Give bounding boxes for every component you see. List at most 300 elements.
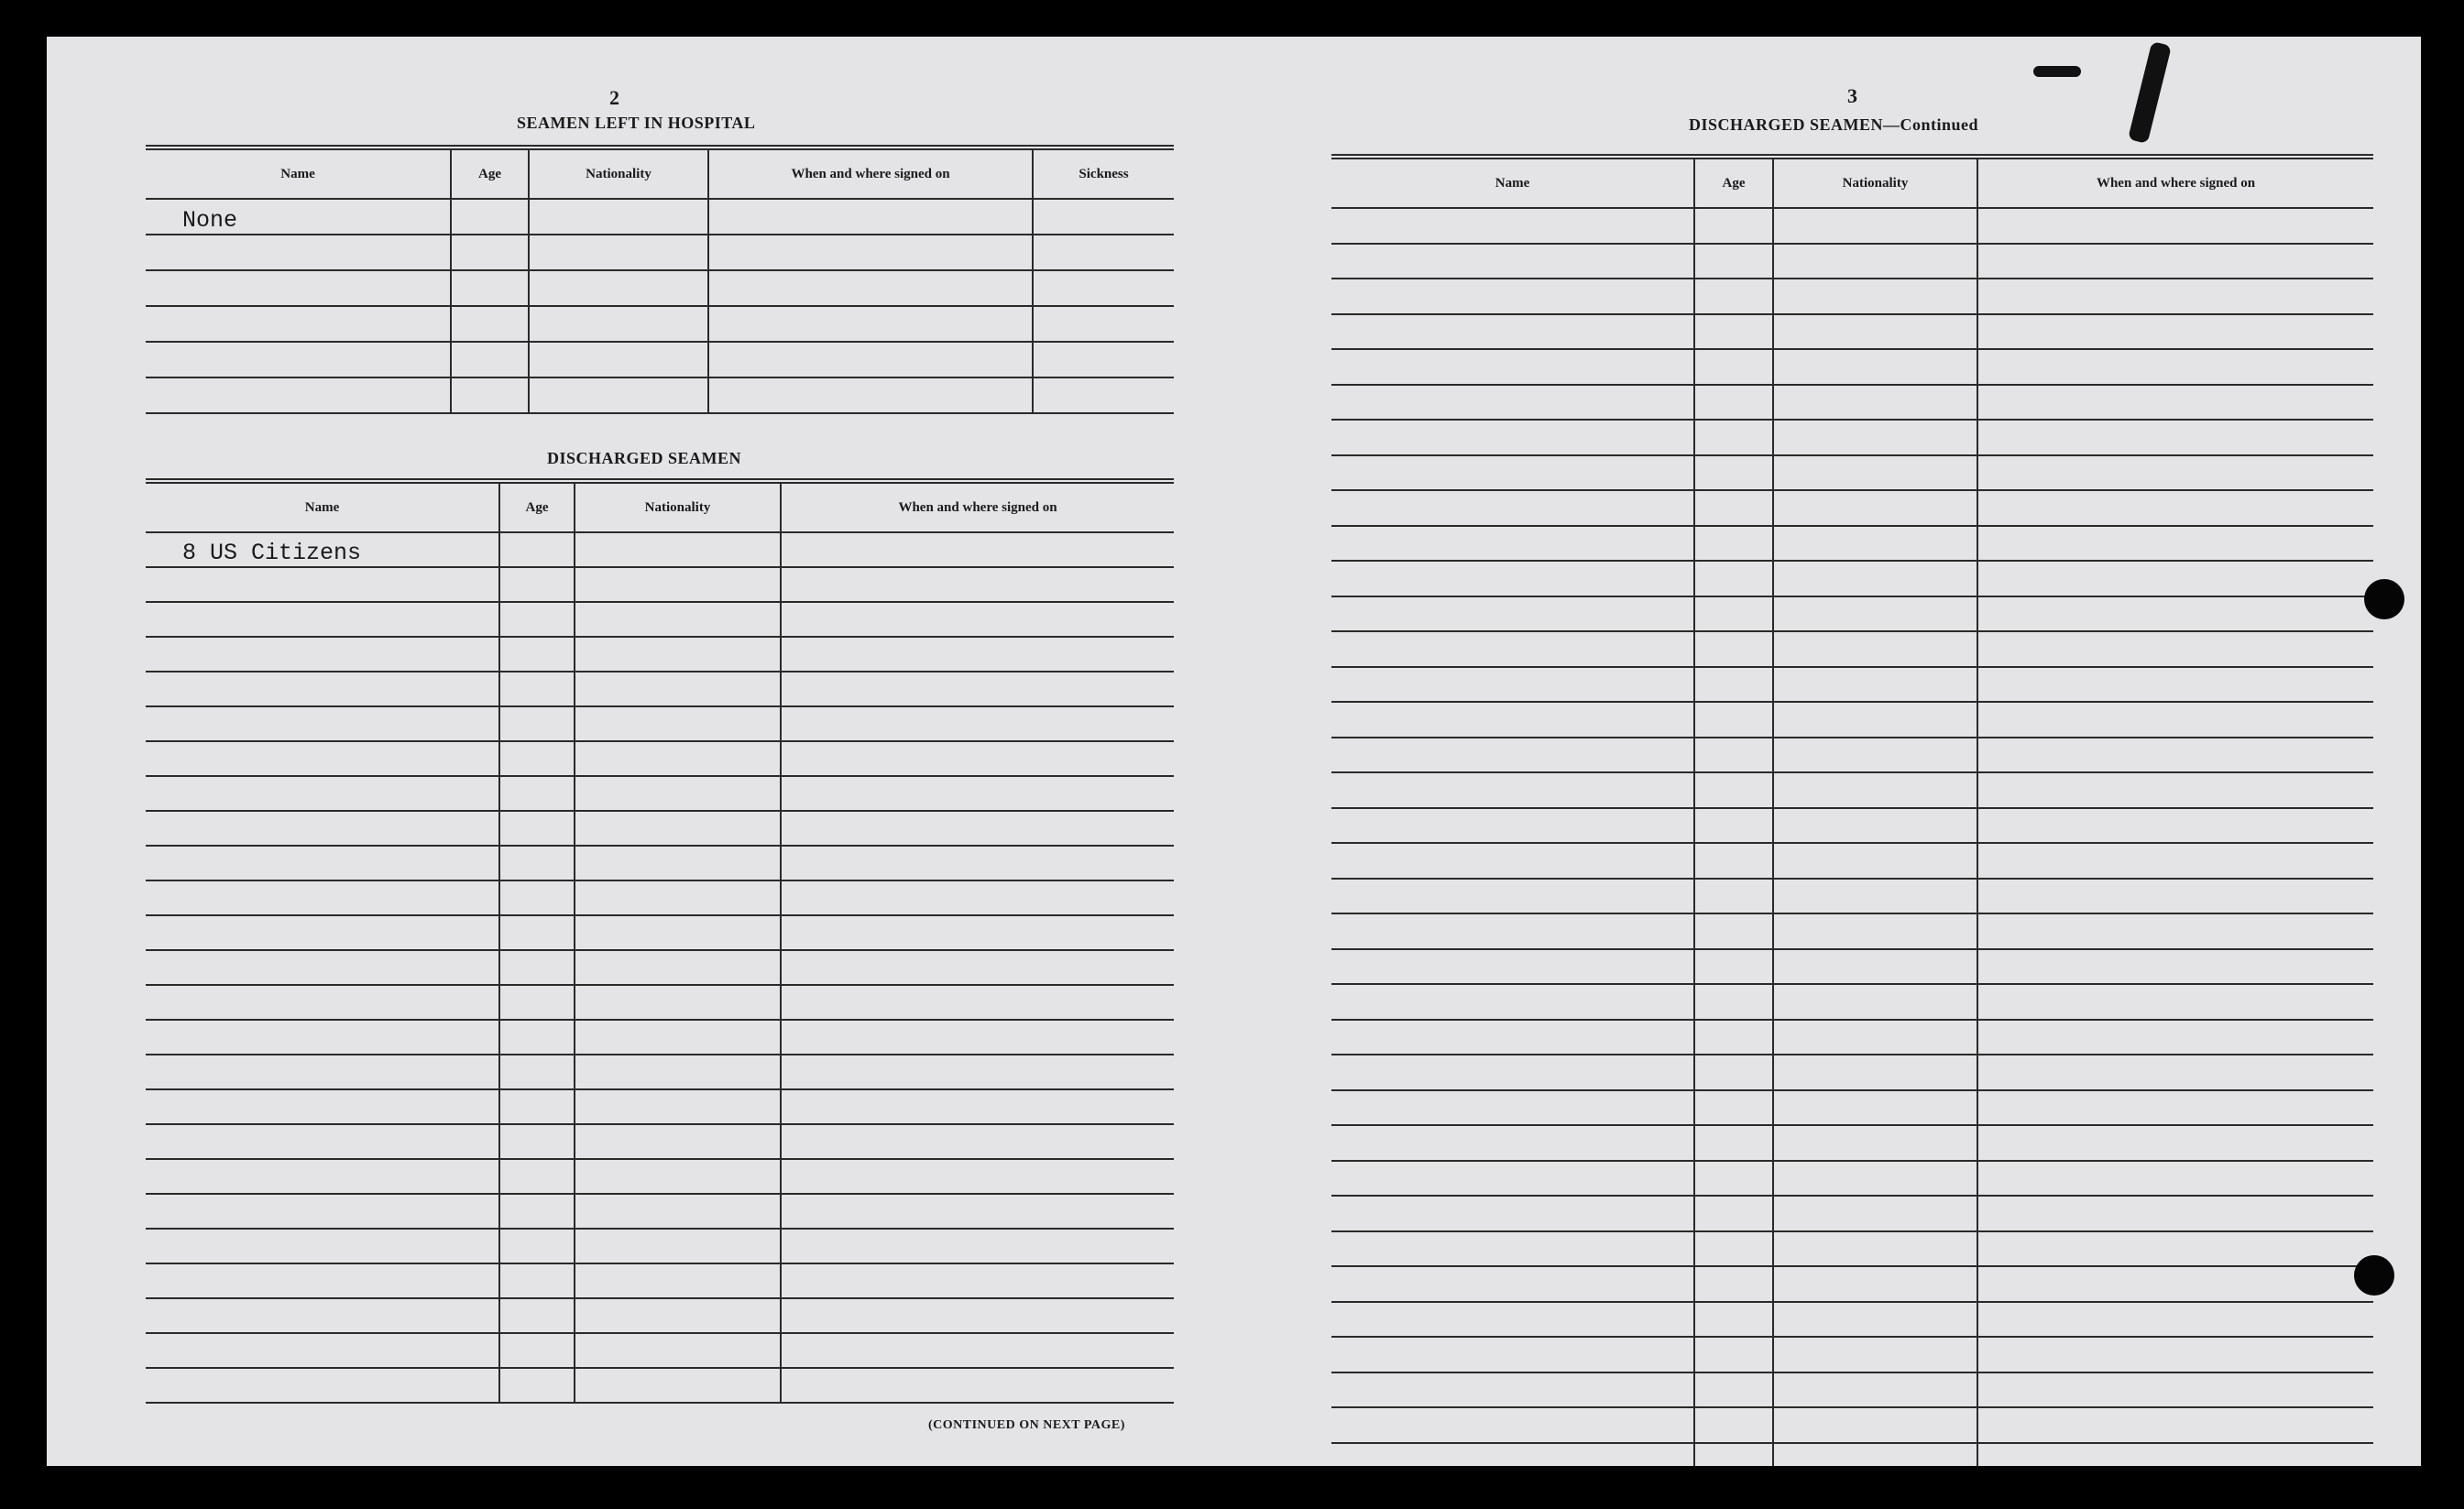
table-cell — [1977, 208, 2373, 244]
table-cell — [575, 846, 781, 880]
table-row — [146, 1263, 1174, 1298]
table-cell — [1694, 1196, 1773, 1231]
table-cell — [1773, 385, 1977, 421]
table-cell — [146, 270, 451, 306]
table-cell — [1331, 279, 1694, 314]
table-row — [1331, 702, 2373, 738]
table-row — [1331, 596, 2373, 632]
table-cell — [1694, 843, 1773, 879]
table-cell — [1977, 808, 2373, 844]
page-number-left: 2 — [609, 86, 620, 109]
table-cell — [499, 846, 575, 880]
table-cell — [1977, 879, 2373, 914]
table-cell — [1977, 631, 2373, 667]
table-cell — [146, 915, 499, 950]
table-row — [1331, 526, 2373, 562]
right-page — [1238, 37, 2421, 1466]
table-row — [146, 672, 1174, 706]
table-cell — [1773, 1231, 1977, 1267]
table-row — [146, 706, 1174, 741]
table-cell — [146, 602, 499, 637]
table-cell — [451, 377, 529, 413]
table-cell — [1331, 1407, 1694, 1443]
table-cell — [708, 306, 1033, 342]
table-cell — [1773, 631, 1977, 667]
table-cell — [1773, 667, 1977, 703]
table-cell — [146, 377, 451, 413]
table-cell — [1331, 1055, 1694, 1090]
table-cell — [146, 1194, 499, 1229]
table-cell — [146, 741, 499, 776]
table-row — [1331, 631, 2373, 667]
table-cell: None — [146, 199, 451, 235]
table-cell — [1331, 1337, 1694, 1372]
table-cell — [1977, 1020, 2373, 1055]
table-row — [146, 602, 1174, 637]
table-cell — [575, 1124, 781, 1159]
table-cell — [575, 741, 781, 776]
table-row — [146, 306, 1174, 342]
ink-smudge — [2128, 41, 2172, 144]
table-cell — [575, 1020, 781, 1055]
table-cell — [146, 1229, 499, 1263]
table-cell — [708, 270, 1033, 306]
table-cell — [1773, 1337, 1977, 1372]
table-cell — [1331, 772, 1694, 808]
table-cell — [1694, 349, 1773, 385]
table-row — [146, 1229, 1174, 1263]
table-cell — [1694, 244, 1773, 279]
table-cell — [1773, 561, 1977, 596]
table-cell — [1773, 1266, 1977, 1302]
table-row — [1331, 561, 2373, 596]
table-cell — [1773, 455, 1977, 491]
table-cell — [1977, 244, 2373, 279]
table-cell — [575, 567, 781, 602]
table-cell — [499, 1124, 575, 1159]
table-cell — [1694, 667, 1773, 703]
table-cell — [1331, 1231, 1694, 1267]
table-row — [1331, 1302, 2373, 1338]
table-cell — [575, 880, 781, 915]
table-cell — [1331, 1020, 1694, 1055]
col-header-nationality: Nationality — [575, 481, 781, 532]
table-cell — [1977, 596, 2373, 632]
document-sheet — [47, 37, 2421, 1466]
table-cell — [1773, 843, 1977, 879]
table-cell — [451, 235, 529, 270]
table-cell — [499, 1229, 575, 1263]
table-cell — [1977, 1302, 2373, 1338]
col-header-signed-on: When and where signed on — [781, 481, 1174, 532]
col-header-name: Name — [146, 148, 451, 199]
table-cell — [146, 1124, 499, 1159]
table-cell — [1773, 1090, 1977, 1126]
table-cell — [499, 1298, 575, 1333]
table-cell — [575, 532, 781, 567]
table-cell — [1977, 1372, 2373, 1408]
table-row — [1331, 738, 2373, 773]
col-header-nationality: Nationality — [1773, 157, 1977, 208]
table-row — [1331, 949, 2373, 985]
table-cell — [781, 706, 1174, 741]
table-cell — [1694, 1407, 1773, 1443]
table-cell — [146, 880, 499, 915]
table-cell — [1033, 342, 1174, 377]
table-cell — [499, 637, 575, 672]
col-header-signed-on: When and where signed on — [708, 148, 1033, 199]
table-cell — [146, 1020, 499, 1055]
table-cell — [1977, 526, 2373, 562]
table-cell — [575, 1229, 781, 1263]
table-row — [1331, 1231, 2373, 1267]
table-cell — [1773, 420, 1977, 455]
table-cell — [1773, 1443, 1977, 1467]
table-cell — [781, 776, 1174, 811]
table-cell — [499, 1368, 575, 1403]
table-cell — [781, 880, 1174, 915]
table-row — [1331, 349, 2373, 385]
table-cell — [781, 637, 1174, 672]
table-cell — [146, 1159, 499, 1194]
table-cell — [146, 342, 451, 377]
table-cell — [499, 1089, 575, 1124]
col-header-age: Age — [451, 148, 529, 199]
table-cell — [1694, 772, 1773, 808]
table-cell — [781, 811, 1174, 846]
table-cell — [575, 811, 781, 846]
table-cell — [1331, 631, 1694, 667]
table-cell — [146, 846, 499, 880]
table-cell — [1773, 314, 1977, 350]
table-cell — [1331, 385, 1694, 421]
table-cell — [1694, 455, 1773, 491]
table-cell — [146, 567, 499, 602]
table-cell — [146, 950, 499, 985]
col-header-signed-on: When and where signed on — [1977, 157, 2373, 208]
table-cell — [1694, 1020, 1773, 1055]
table-cell — [1773, 913, 1977, 949]
table-cell — [1331, 984, 1694, 1020]
table-cell — [499, 672, 575, 706]
table-row — [1331, 1443, 2373, 1467]
table-cell — [499, 1263, 575, 1298]
table-cell — [1773, 1372, 1977, 1408]
table-cell — [1694, 702, 1773, 738]
table-row — [146, 1194, 1174, 1229]
table-cell — [1331, 349, 1694, 385]
table-row — [146, 199, 1174, 235]
table-cell — [146, 1333, 499, 1368]
table-row — [146, 985, 1174, 1020]
table-cell — [1033, 235, 1174, 270]
left-page — [47, 37, 1238, 1466]
table-cell — [1977, 314, 2373, 350]
table-cell — [1694, 490, 1773, 526]
table-cell — [1694, 1161, 1773, 1197]
table-cell — [1773, 526, 1977, 562]
table-row — [1331, 1196, 2373, 1231]
table-row — [1331, 244, 2373, 279]
table-cell — [1694, 596, 1773, 632]
table-cell — [781, 1159, 1174, 1194]
table-cell — [146, 1263, 499, 1298]
table-row — [1331, 772, 2373, 808]
table-cell — [1977, 702, 2373, 738]
table-cell — [1331, 596, 1694, 632]
table-cell — [1331, 1161, 1694, 1197]
table-cell — [146, 1368, 499, 1403]
table-cell — [1773, 279, 1977, 314]
hospital-section-title: SEAMEN LEFT IN HOSPITAL — [517, 114, 756, 132]
table-row — [1331, 279, 2373, 314]
table-row — [146, 235, 1174, 270]
table-cell — [529, 199, 708, 235]
table-cell — [1033, 199, 1174, 235]
table-cell — [529, 342, 708, 377]
table-row — [1331, 1020, 2373, 1055]
table-cell — [499, 1055, 575, 1089]
table-cell — [146, 672, 499, 706]
table-cell — [1977, 772, 2373, 808]
table-cell — [781, 532, 1174, 567]
table-row — [146, 1159, 1174, 1194]
table-cell — [575, 915, 781, 950]
table-cell — [1694, 314, 1773, 350]
discharged-section-title: DISCHARGED SEAMEN — [547, 449, 742, 467]
table-cell — [146, 1055, 499, 1089]
table-cell — [499, 1333, 575, 1368]
table-cell — [575, 950, 781, 985]
table-cell — [781, 672, 1174, 706]
table-cell — [781, 1333, 1174, 1368]
table-cell — [575, 672, 781, 706]
table-cell — [1977, 913, 2373, 949]
table-cell — [1977, 1125, 2373, 1161]
table-row — [146, 915, 1174, 950]
table-cell — [1331, 1302, 1694, 1338]
table-cell — [499, 811, 575, 846]
table-cell — [1331, 420, 1694, 455]
table-cell: 8 US Citizens — [146, 532, 499, 567]
table-cell — [146, 776, 499, 811]
table-cell — [529, 306, 708, 342]
table-cell — [146, 637, 499, 672]
table-cell — [575, 602, 781, 637]
table-cell — [1773, 949, 1977, 985]
table-cell — [1331, 702, 1694, 738]
table-cell — [1977, 738, 2373, 773]
table-cell — [1773, 596, 1977, 632]
discharged-continued-table — [1331, 154, 2373, 1466]
table-cell — [1773, 772, 1977, 808]
table-cell — [1033, 377, 1174, 413]
table-cell — [1977, 455, 2373, 491]
table-cell — [1977, 279, 2373, 314]
table-cell — [781, 567, 1174, 602]
table-cell — [499, 950, 575, 985]
table-cell — [1977, 1337, 2373, 1372]
table-cell — [1773, 1302, 1977, 1338]
table-cell — [1694, 208, 1773, 244]
table-cell — [146, 235, 451, 270]
table-cell — [529, 377, 708, 413]
table-row — [146, 567, 1174, 602]
table-row — [1331, 1055, 2373, 1090]
table-cell — [781, 846, 1174, 880]
ink-smudge — [2033, 66, 2081, 77]
table-cell — [499, 1020, 575, 1055]
table-cell — [781, 1298, 1174, 1333]
table-cell — [1773, 1407, 1977, 1443]
col-header-age: Age — [499, 481, 575, 532]
table-row — [146, 1055, 1174, 1089]
table-cell — [575, 985, 781, 1020]
table-cell — [146, 1298, 499, 1333]
table-cell — [1694, 385, 1773, 421]
table-row — [146, 776, 1174, 811]
table-row — [146, 377, 1174, 413]
table-cell — [1773, 490, 1977, 526]
table-cell — [1033, 306, 1174, 342]
table-cell — [781, 1229, 1174, 1263]
table-cell — [1694, 808, 1773, 844]
table-cell — [1977, 561, 2373, 596]
table-cell — [1773, 349, 1977, 385]
hospital-table — [146, 145, 1174, 414]
table-row — [146, 270, 1174, 306]
table-cell — [499, 880, 575, 915]
table-cell — [1331, 879, 1694, 914]
table-row — [1331, 913, 2373, 949]
table-cell — [499, 915, 575, 950]
table-cell — [1331, 1196, 1694, 1231]
table-row — [1331, 385, 2373, 421]
table-cell — [146, 1089, 499, 1124]
table-row — [146, 950, 1174, 985]
table-cell — [1694, 1372, 1773, 1408]
table-cell — [1331, 526, 1694, 562]
table-cell — [451, 342, 529, 377]
table-cell — [1773, 1196, 1977, 1231]
table-cell — [1773, 702, 1977, 738]
table-cell — [781, 915, 1174, 950]
table-cell — [1977, 1090, 2373, 1126]
table-row — [1331, 1125, 2373, 1161]
table-cell — [781, 950, 1174, 985]
table-cell — [1331, 738, 1694, 773]
col-header-sickness: Sickness — [1033, 148, 1174, 199]
table-cell — [146, 306, 451, 342]
table-cell — [781, 1263, 1174, 1298]
table-cell — [1773, 808, 1977, 844]
table-cell — [499, 741, 575, 776]
table-row — [1331, 1372, 2373, 1408]
table-cell — [575, 1055, 781, 1089]
table-cell — [1331, 561, 1694, 596]
table-row — [146, 637, 1174, 672]
col-header-name: Name — [1331, 157, 1694, 208]
table-cell — [1694, 1055, 1773, 1090]
table-cell — [146, 811, 499, 846]
table-cell — [146, 706, 499, 741]
table-cell — [1694, 879, 1773, 914]
table-cell — [1694, 949, 1773, 985]
table-cell — [499, 532, 575, 567]
table-cell — [1331, 1266, 1694, 1302]
table-cell — [1977, 1266, 2373, 1302]
table-cell — [1694, 1231, 1773, 1267]
continued-footer: (CONTINUED ON NEXT PAGE) — [928, 1418, 1125, 1432]
table-row — [146, 1020, 1174, 1055]
table-row — [146, 532, 1174, 567]
table-row — [146, 1089, 1174, 1124]
table-cell — [575, 1298, 781, 1333]
table-cell — [575, 1263, 781, 1298]
table-cell — [451, 306, 529, 342]
table-cell — [575, 776, 781, 811]
table-cell — [575, 1194, 781, 1229]
table-cell — [1694, 1125, 1773, 1161]
table-cell — [1331, 1090, 1694, 1126]
table-cell — [1331, 843, 1694, 879]
table-cell — [1331, 314, 1694, 350]
table-cell — [146, 985, 499, 1020]
table-row — [146, 846, 1174, 880]
table-cell — [575, 1333, 781, 1368]
table-row — [146, 811, 1174, 846]
table-cell — [451, 199, 529, 235]
col-header-name: Name — [146, 481, 499, 532]
table-cell — [499, 1194, 575, 1229]
table-cell — [1977, 490, 2373, 526]
table-cell — [1331, 808, 1694, 844]
table-row — [146, 1298, 1174, 1333]
table-cell — [1694, 738, 1773, 773]
table-cell — [1977, 1231, 2373, 1267]
table-cell — [499, 776, 575, 811]
table-cell — [499, 985, 575, 1020]
table-cell — [1773, 1125, 1977, 1161]
table-cell — [1033, 270, 1174, 306]
table-cell — [1773, 244, 1977, 279]
table-row — [1331, 420, 2373, 455]
table-row — [1331, 1407, 2373, 1443]
table-cell — [1694, 526, 1773, 562]
punch-hole — [2364, 579, 2404, 619]
table-cell — [1331, 949, 1694, 985]
table-cell — [1773, 1161, 1977, 1197]
table-row — [1331, 455, 2373, 491]
table-cell — [1977, 1443, 2373, 1467]
table-cell — [1331, 1125, 1694, 1161]
table-row — [146, 880, 1174, 915]
table-cell — [1331, 667, 1694, 703]
table-cell — [451, 270, 529, 306]
table-cell — [499, 1159, 575, 1194]
table-cell — [1977, 420, 2373, 455]
table-cell — [1694, 279, 1773, 314]
table-cell — [781, 602, 1174, 637]
table-cell — [1694, 631, 1773, 667]
table-cell — [1977, 949, 2373, 985]
table-cell — [499, 567, 575, 602]
table-cell — [1977, 984, 2373, 1020]
table-row — [1331, 1266, 2373, 1302]
table-cell — [1977, 1196, 2373, 1231]
table-row — [1331, 808, 2373, 844]
table-cell — [781, 1368, 1174, 1403]
